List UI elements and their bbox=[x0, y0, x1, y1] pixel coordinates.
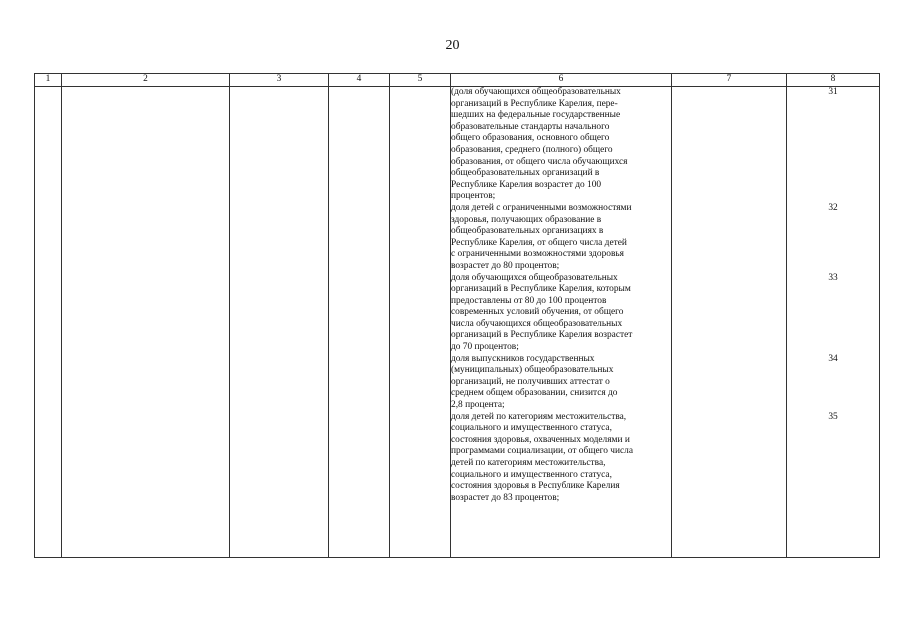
column-header-7: 7 bbox=[672, 74, 787, 87]
indicator-number: 35 bbox=[828, 411, 838, 422]
indicator-entry bbox=[451, 87, 671, 203]
column-header-5: 5 bbox=[390, 74, 451, 87]
cell-col-4 bbox=[329, 87, 390, 558]
number-entry bbox=[787, 87, 879, 203]
indicator-entry bbox=[451, 354, 671, 412]
cell-col-3 bbox=[230, 87, 329, 558]
indicator-entry bbox=[451, 412, 671, 505]
cell-col-5 bbox=[390, 87, 451, 558]
indicator-text: (доля обучающихся общеобразовательных организаций в Республике Карелия, пере- шедших на федеральные государственные образовательные стандарты начального общего образования, основного общего образования, среднего (полного) общего образования, от общего числа обучающихся общеобразовательных организаций в Республике Карелия возрастет до 100 процентов; bbox=[451, 87, 628, 202]
indicator-number: 32 bbox=[828, 202, 838, 213]
indicator-text: доля выпускников государственных (муниципальных) общеобразовательных организаций, не получивших аттестат о среднем общем образовании, снизится до 2,8 процента; bbox=[451, 353, 618, 411]
cell-col-1 bbox=[35, 87, 62, 558]
indicator-entry bbox=[451, 203, 671, 273]
cell-col-8-numbers bbox=[787, 87, 880, 558]
indicator-text: доля детей по категориям местожительства, социального и имущественного статуса, состояния здоровья, охваченных моделями и программами социализации, от общего числа детей по категориям местожительства, социального и имущественного статуса, состояния здоровья в Республике Карелия возрастет до 83 процентов; bbox=[451, 411, 633, 503]
column-header-4: 4 bbox=[329, 74, 390, 87]
number-entry bbox=[787, 412, 879, 505]
column-header-6: 6 bbox=[451, 74, 672, 87]
column-header-3: 3 bbox=[230, 74, 329, 87]
indicator-text: доля детей с ограниченными возможностями здоровья, получающих образование в общеобразовательных организациях в Республике Карелия, от общего числа детей с ограниченными возможностями здоровья возрастет до 80 процентов; bbox=[451, 202, 632, 271]
indicator-entry bbox=[451, 273, 671, 354]
number-entry bbox=[787, 354, 879, 412]
table-row bbox=[35, 87, 880, 558]
cell-col-6-indicators bbox=[451, 87, 672, 558]
indicator-text: доля обучающихся общеобразовательных организаций в Республике Карелия, которым предоставлены от 80 до 100 процентов современных условий обучения, от общего числа обучающихся общеобразовательных организаций в Республике Карелия возрастет до 70 процентов; bbox=[451, 272, 633, 353]
column-header-1: 1 bbox=[35, 74, 62, 87]
data-table bbox=[34, 73, 880, 558]
cell-col-2 bbox=[62, 87, 230, 558]
column-header-2: 2 bbox=[62, 74, 230, 87]
header-row bbox=[35, 74, 880, 87]
cell-col-7 bbox=[672, 87, 787, 558]
number-entry bbox=[787, 273, 879, 354]
indicator-number: 34 bbox=[828, 353, 838, 364]
column-header-8: 8 bbox=[787, 74, 880, 87]
number-entry bbox=[787, 203, 879, 273]
indicator-number: 33 bbox=[828, 272, 838, 283]
page-number: 20 bbox=[445, 38, 460, 53]
indicator-number: 31 bbox=[828, 87, 838, 97]
